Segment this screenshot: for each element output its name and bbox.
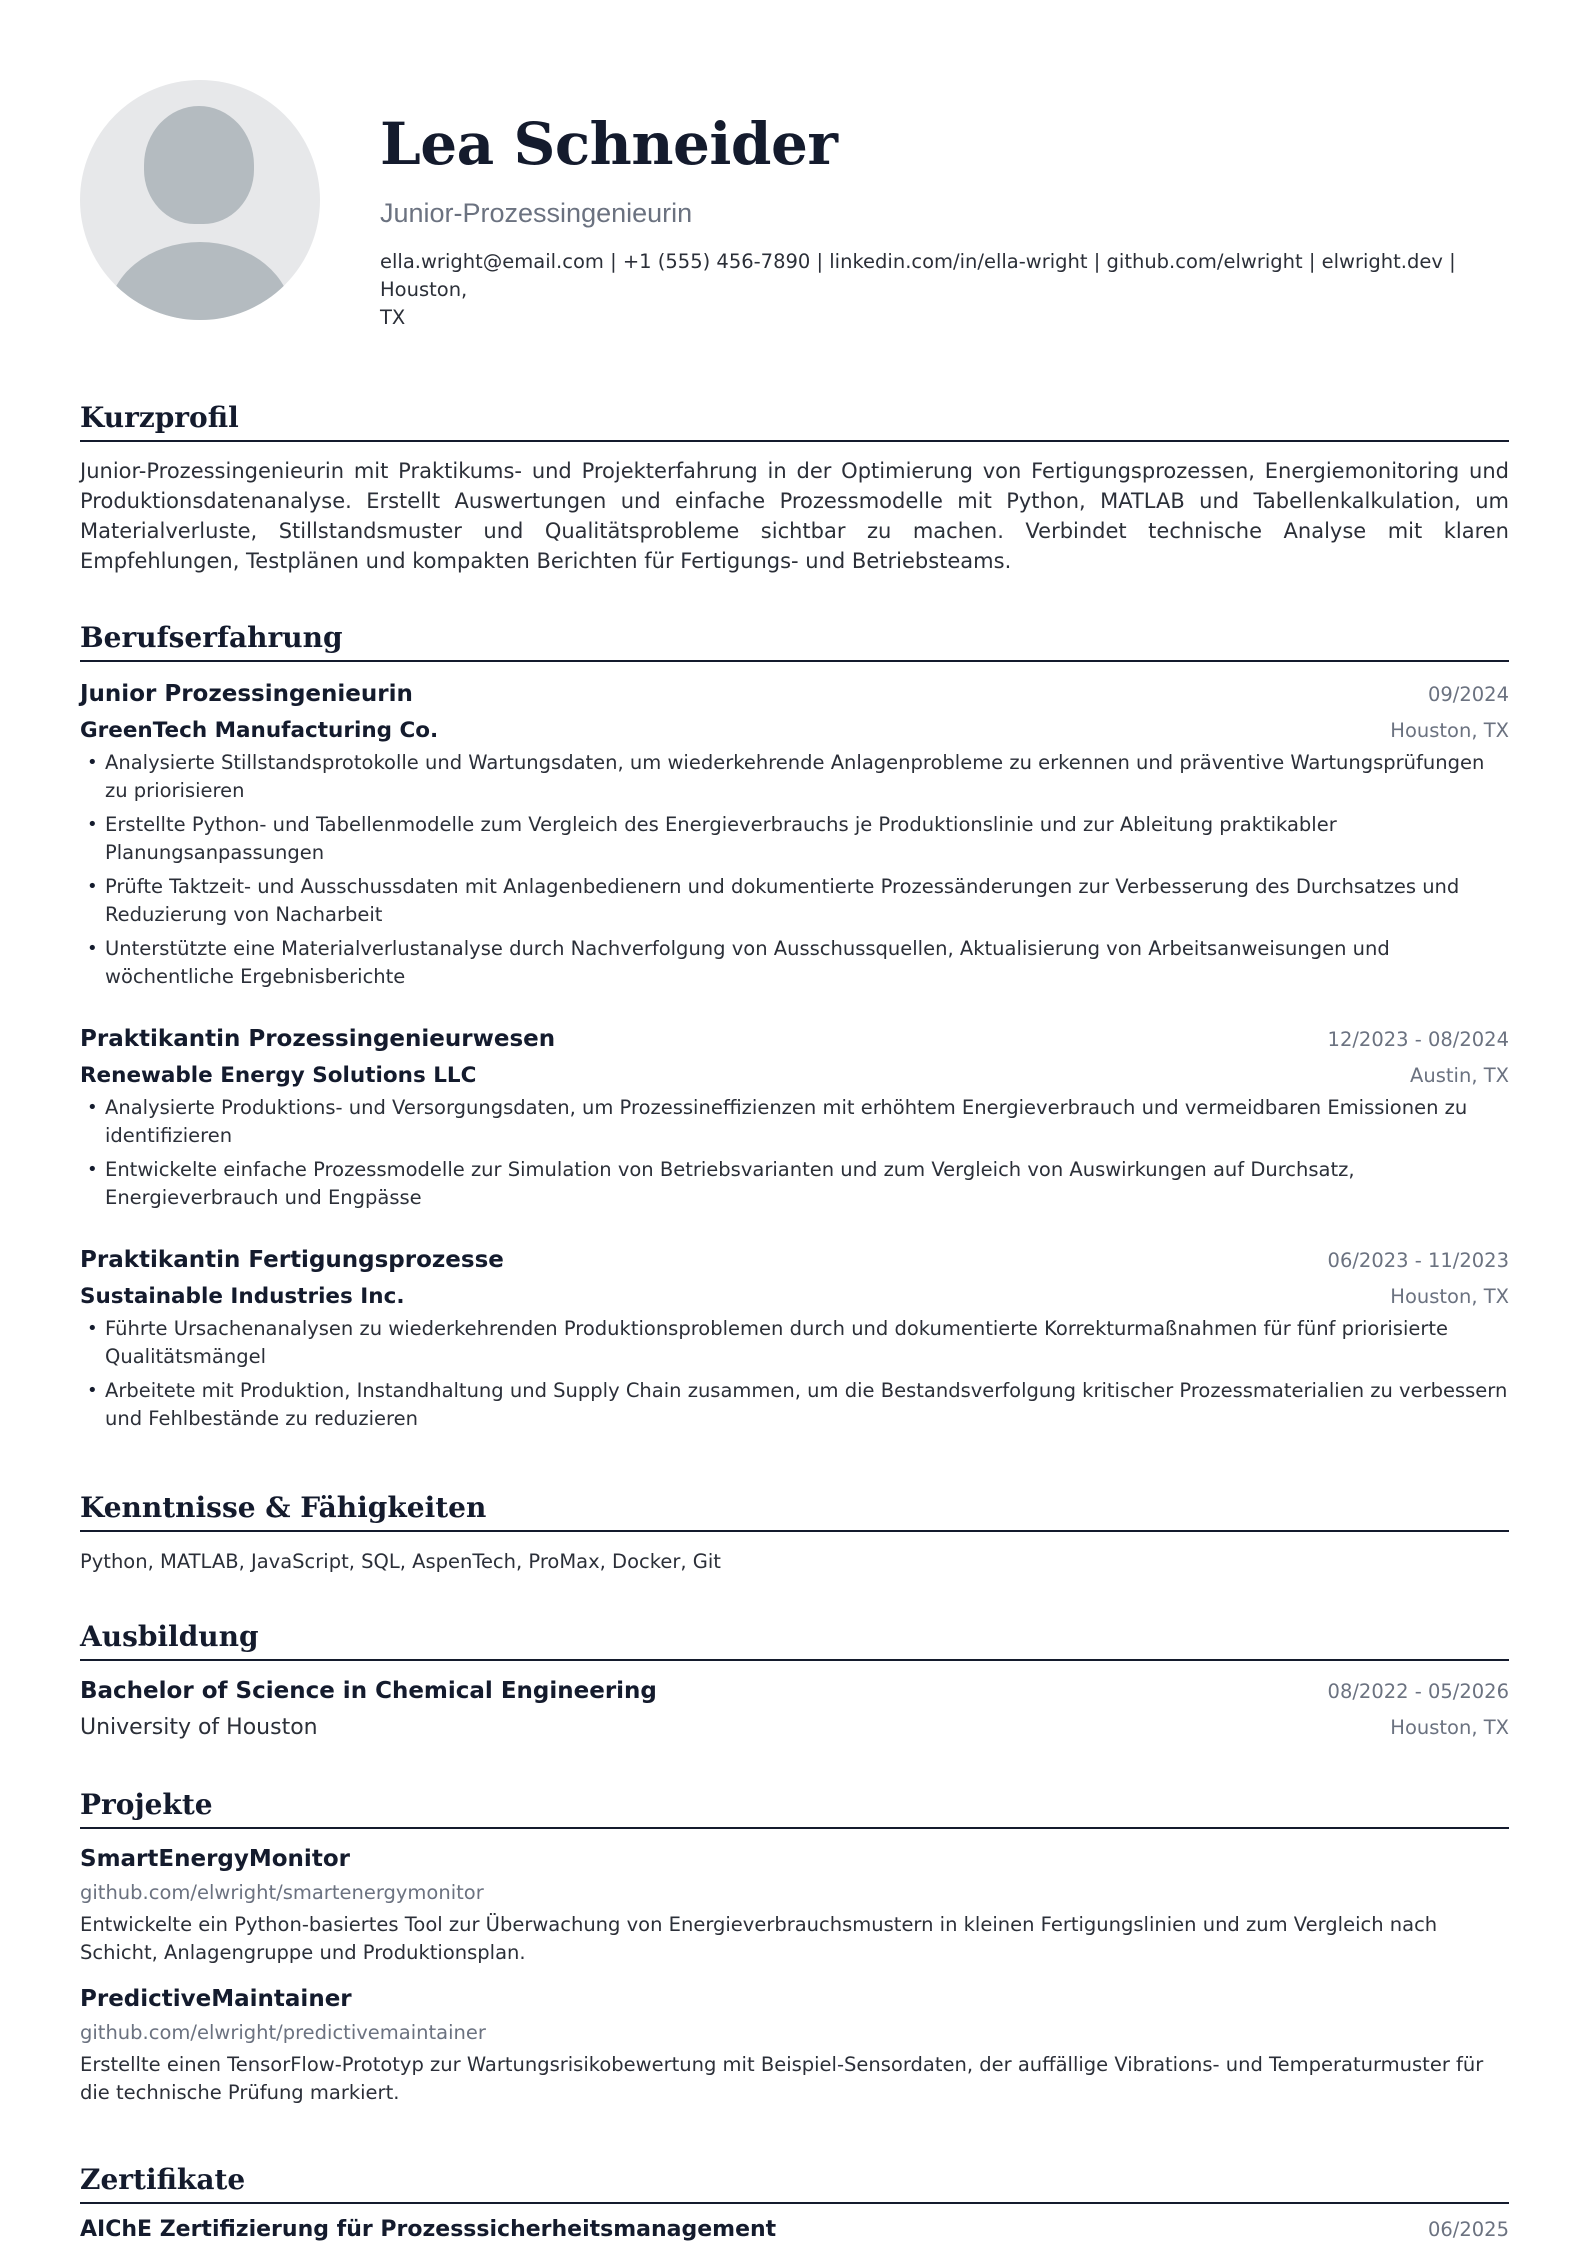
job-entry (80, 676, 1509, 991)
list-item: • Analysierte Stillstandsprotokolle und Wartungsdaten, um wiederkehrende Anlagenprobleme zu erkennen und präventive Wartungsprüfungen zu priorisieren (80, 749, 1509, 805)
job-location: Houston, TX (1390, 1285, 1509, 1308)
project-entry (80, 1981, 1509, 2107)
project-link[interactable]: github.com/elwright/predictivemaintainer (80, 2021, 486, 2044)
education-entry (80, 1673, 1509, 1746)
certificate-date: 06/2025 (1427, 2218, 1509, 2241)
list-item: • Entwickelte einfache Prozessmodelle zur Simulation von Betriebsvarianten und zum Vergleich von Auswirkungen auf Durchsatz, Energieverbrauch und Engpässe (80, 1156, 1509, 1212)
degree: Bachelor of Science in Chemical Engineering (80, 1678, 657, 1704)
section-heading: Projekte (80, 1787, 1509, 1829)
education-section (80, 1619, 1509, 1746)
job-bullets (80, 1315, 1509, 1433)
resume-page (80, 0, 1509, 2246)
list-item: • Unterstützte eine Materialverlustanalyse durch Nachverfolgung von Ausschussquellen, Aktualisierung von Arbeitsanweisungen und wöchentliche Ergebnisberichte (80, 935, 1509, 991)
section-heading: Ausbildung (80, 1619, 1509, 1661)
job-location: Austin, TX (1410, 1064, 1509, 1087)
job-bullets (80, 749, 1509, 991)
job-date: 09/2024 (1427, 683, 1509, 706)
avatar (80, 80, 320, 320)
contact-info (380, 248, 1509, 332)
education-location: Houston, TX (1390, 1716, 1509, 1739)
list-item: • Arbeitete mit Produktion, Instandhaltung und Supply Chain zusammen, um die Bestandsverfolgung kritischer Prozessmaterialien zu verbessern und Fehlbestände zu reduzieren (80, 1377, 1509, 1433)
list-item: • Führte Ursachenanalysen zu wiederkehrenden Produktionsproblemen durch und dokumentierte Korrekturmaßnahmen für fünf priorisierte Qualitätsmängel (80, 1315, 1509, 1371)
candidate-name: Lea Schneider (380, 110, 838, 178)
section-heading: Kurzprofil (80, 400, 1509, 442)
job-company: Sustainable Industries Inc. (80, 1284, 405, 1309)
skills-list: Python, MATLAB, JavaScript, SQL, AspenTech, ProMax, Docker, Git (80, 1550, 721, 1573)
list-item: • Erstellte Python- und Tabellenmodelle zum Vergleich des Energieverbrauchs je Produktionslinie und zur Ableitung praktikabler Planungsanpassungen (80, 811, 1509, 867)
job-location: Houston, TX (1390, 719, 1509, 742)
job-bullets (80, 1094, 1509, 1212)
job-date: 06/2023 - 11/2023 (1327, 1249, 1509, 1272)
project-name: PredictiveMaintainer (80, 1986, 352, 2012)
project-description: Erstellte einen TensorFlow-Prototyp zur Wartungsrisikobewertung mit Beispiel-Sensordaten, der auffällige Vibrations- und Temperaturmuster für die technische Prüfung markiert. (80, 2053, 1484, 2104)
person-silhouette-body (108, 242, 292, 320)
job-role: Praktikantin Prozessingenieurwesen (80, 1026, 556, 1052)
certificate-name: AIChE Zertifizierung für Prozesssicherheitsmanagement (80, 2217, 777, 2242)
job-role: Praktikantin Fertigungsprozesse (80, 1247, 504, 1273)
education-date: 08/2022 - 05/2026 (1327, 1680, 1509, 1703)
section-heading: Kenntnisse & Fähigkeiten (80, 1490, 1509, 1532)
project-link[interactable]: github.com/elwright/smartenergymonitor (80, 1881, 484, 1904)
contact-line: TX (380, 306, 406, 329)
job-date: 12/2023 - 08/2024 (1327, 1028, 1509, 1051)
certificates-section (80, 2162, 1509, 2246)
experience-section (80, 620, 1509, 1439)
contact-line: ella.wright@email.com | +1 (555) 456-7890 | linkedin.com/in/ella-wright | github.com/elwright | elwright.dev | Houston, (380, 250, 1456, 301)
candidate-title: Junior-Prozessingenieurin (380, 198, 693, 228)
projects-section (80, 1787, 1509, 2107)
certificate-entry (80, 2212, 1509, 2246)
job-entry (80, 1021, 1509, 1212)
list-item: • Prüfte Taktzeit- und Ausschussdaten mit Anlagenbedienern und dokumentierte Prozessänderungen zur Verbesserung des Durchsatzes und Reduzierung von Nacharbeit (80, 873, 1509, 929)
list-item: • Analysierte Produktions- und Versorgungsdaten, um Prozessineffizienzen mit erhöhtem Energieverbrauch und vermeidbaren Emissionen zu identifizieren (80, 1094, 1509, 1150)
section-heading: Berufserfahrung (80, 620, 1509, 662)
section-heading: Zertifikate (80, 2162, 1509, 2204)
project-name: SmartEnergyMonitor (80, 1846, 350, 1872)
institution: University of Houston (80, 1715, 318, 1740)
skills-section (80, 1490, 1509, 1576)
project-description: Entwickelte ein Python-basiertes Tool zur Überwachung von Energieverbrauchsmustern in kleinen Fertigungslinien und zum Vergleich nach Schicht, Anlagengruppe und Produktionsplan. (80, 1913, 1438, 1964)
job-company: GreenTech Manufacturing Co. (80, 718, 439, 743)
job-company: Renewable Energy Solutions LLC (80, 1063, 477, 1088)
job-entry (80, 1242, 1509, 1433)
header (380, 104, 1509, 332)
profile-section (80, 400, 1509, 576)
person-silhouette-icon (144, 106, 254, 224)
profile-text: Junior-Prozessingenieurin mit Praktikums- und Projekterfahrung in der Optimierung von Fertigungsprozessen, Energiemonitoring und Produktionsdatenanalyse. Erstellt Auswertungen und einfache Prozessmodelle mit Python, MATLAB und Tabellenkalkulation, um Materialverluste, Stillstandsmuster und Qualitätsprobleme sichtbar zu machen. Verbindet technische Analyse mit klaren Empfehlungen, Testplänen und kompakten Berichten für Fertigungs- und Betriebsteams. (80, 459, 1509, 573)
job-role: Junior Prozessingenieurin (80, 681, 413, 707)
project-entry (80, 1841, 1509, 1967)
